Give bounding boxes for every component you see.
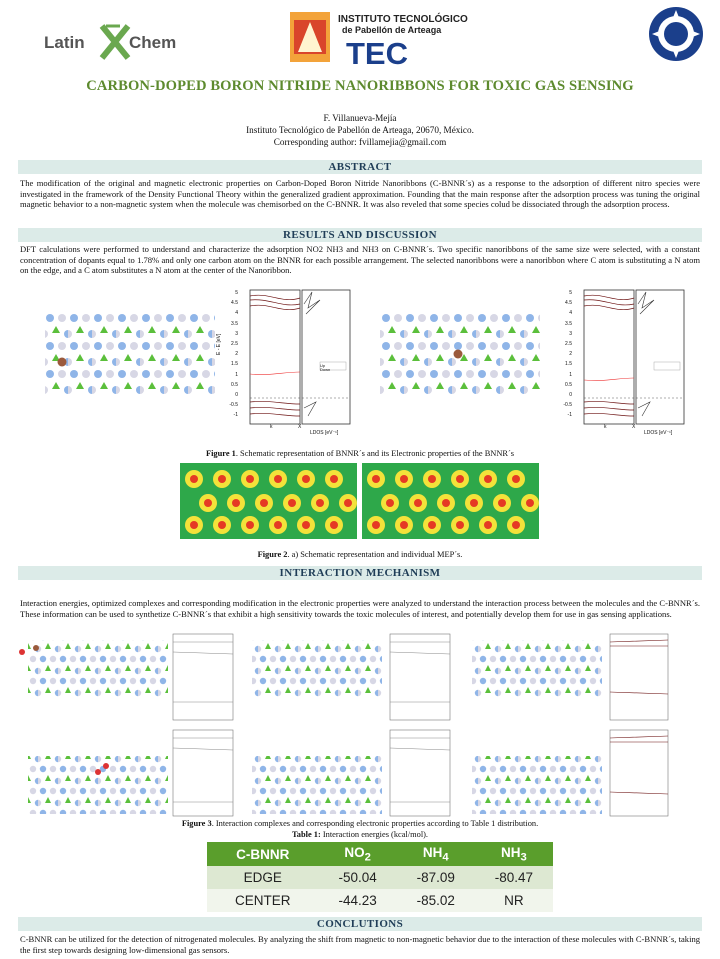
figure-2-label: Figure 2 <box>257 550 288 559</box>
author-affiliation: Instituto Tecnológico de Pabellón de Arteaga, 20670, México. <box>246 125 474 135</box>
table-cell: -85.02 <box>397 889 475 912</box>
latinxchem-logo-mark <box>44 18 184 64</box>
figure-3-text: . Interaction complexes and corresponding electronic properties according to Table 1 distribution. <box>211 819 539 828</box>
nanoribbon-edge <box>45 314 215 394</box>
svg-text:Latin: Latin <box>44 33 85 52</box>
table-cell: NR <box>475 889 553 912</box>
table-header-cbnnr: C-BNNR <box>207 842 319 866</box>
band-xlabel-x-1: X <box>298 424 302 430</box>
figure-1-caption <box>0 449 720 458</box>
author-contact: Corresponding author: fvillamejia@gmail.com <box>273 137 447 147</box>
itpa-logo <box>290 8 470 68</box>
band-yticks-1: 5 4.5 4 3.5 3 2.5 2 1.5 1 0.5 0 -0.5 -1 <box>229 290 238 419</box>
table-1-label: Table 1: <box>291 830 321 839</box>
ldos-label-2: LDOS [eV⁻¹] <box>644 430 673 436</box>
band-xlabel-k-2: k <box>604 424 607 430</box>
band-ylabel-1: E - E [eV] <box>216 333 222 355</box>
band-xlabel-x-2: X <box>632 424 636 430</box>
band-structure-plot-1 <box>250 290 350 424</box>
ldos-label-1: LDOS [eV⁻¹] <box>310 430 339 436</box>
table-header-no2: $NO_2$ <box>319 842 397 866</box>
tecnm-seal-icon <box>646 4 706 64</box>
table-cell: EDGE <box>207 866 319 889</box>
carbon-dopant-edge <box>58 358 67 367</box>
figure-2-caption <box>0 550 720 559</box>
band-xlabel-k-1: k <box>270 424 273 430</box>
table-row <box>207 866 553 889</box>
logo-center-line1: INSTITUTO TECNOLÓGICO <box>338 14 468 25</box>
conclusions-text: C-BNNR can be utilized for the detection of nitrogenated molecules. By analyzing the shift from magnetic to non-magnetic behavior due to the interaction of these molecules with C-BNNR´s, taking the first step towards designing low-dimensional gas sensors. <box>20 934 700 955</box>
legend-up-1: Up <box>320 363 326 368</box>
band-structure-plot-2 <box>584 290 684 424</box>
table-header-nh4: $NH_4$ <box>397 842 475 866</box>
band-yticks-2: 5 4.5 4 3.5 3 2.5 2 1.5 1 0.5 0 -0.5 -1 <box>563 290 572 419</box>
abstract-heading: ABSTRACT <box>18 160 702 174</box>
table-1-caption <box>0 830 720 839</box>
mechanism-heading: INTERACTION MECHANISM <box>18 566 702 580</box>
table-cell: -87.09 <box>397 866 475 889</box>
conclusions-heading: CONCLUTIONS <box>18 917 702 931</box>
figure-1 <box>20 284 700 444</box>
figure-3-caption <box>0 819 720 828</box>
results-heading: RESULTS AND DISCUSSION <box>18 228 702 242</box>
mechanism-text: Interaction energies, optimized complexes and corresponding modification in the electronic properties were analyzed to understand the interaction process between the molecules and the C-BNNR´s. These information can be used to synthetize C-BNNR´s that exhibit a high sensitivity towards the toxic molecules of interest, and potentially develop them for use in gas sensing applications. <box>20 598 700 619</box>
figure-3-label: Figure 3 <box>181 819 212 828</box>
figure-3 <box>18 632 708 818</box>
latinxchem-logo <box>44 18 184 64</box>
abstract-text: The modification of the original and magnetic electronic properties on Carbon-Doped Boron Nitride Nanoribbons (C-BNNR´s) as a response to the adsorption of different nitro species were investigated in the framework of the Density Functional Theory within the generalized gradient approximation. Founding that the main response after the adsorption process was tuning the original magnetic behavior to a non-magnetic system when the molecule was chemisorbed on the C-BNNR. It was also reveled that some species colud be dissociated through the adsorption process. <box>20 178 700 209</box>
author-name: F. Villanueva-Mejía <box>323 113 397 123</box>
table-cell: -80.47 <box>475 866 553 889</box>
legend-down-1: Down <box>320 367 331 372</box>
figure-1-text: . Schematic representation of BNNR´s and its Electronic properties of the BNNR´s <box>235 449 515 458</box>
author-block <box>0 112 720 148</box>
logo-center-line2: de Pabellón de Arteaga <box>342 25 442 35</box>
table-cell: -50.04 <box>319 866 397 889</box>
figure-1-label: Figure 1 <box>205 449 236 458</box>
mep-center-map <box>362 463 539 539</box>
table-cell: -44.23 <box>319 889 397 912</box>
logo-center-mark: TEC <box>346 36 408 68</box>
figure-2-text: . a) Schematic representation and individual MEP´s. <box>287 550 463 559</box>
table-header-row <box>207 842 553 866</box>
mep-edge-map <box>180 463 357 539</box>
interaction-energies-table <box>207 842 553 912</box>
table-cell: CENTER <box>207 889 319 912</box>
svg-text:Chem: Chem <box>129 33 177 52</box>
carbon-dopant-center <box>454 350 463 359</box>
legend-1 <box>320 364 330 372</box>
table-1-text: Interaction energies (kcal/mol). <box>320 830 429 839</box>
results-text: DFT calculations were performed to understand and characterize the adsorption NO2 NH3 and NH3 on C-BNNR´s. Two specific nanoribbons of the same size were selected, with a constant concentration of dopants equal to 1.78% and only one carbon atom on the BNNR for each possible arrangement. The selected nanoribbons were a nanoribbon where C atom is substituting a N atom on the edge, and a C atom substitutes a N atom at the center of the Nanoribbon. <box>20 244 700 275</box>
table-row <box>207 889 553 912</box>
poster-title: CARBON-DOPED BORON NITRIDE NANORIBBONS FOR TOXIC GAS SENSING <box>86 78 634 94</box>
table-header-nh3: $NH_3$ <box>475 842 553 866</box>
